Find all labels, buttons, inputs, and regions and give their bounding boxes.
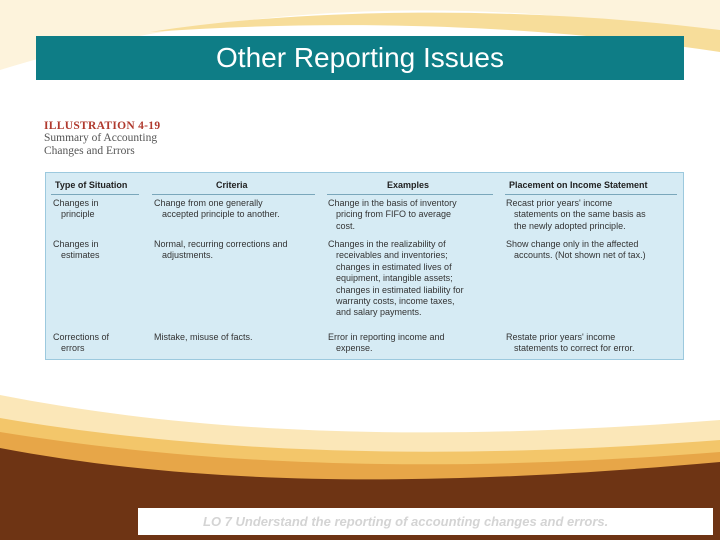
cell-line: changes in estimated liability for <box>336 284 464 295</box>
table-cell-criteria <box>154 332 314 343</box>
cell-line: Corrections of <box>53 332 110 342</box>
table-cell-criteria <box>154 198 314 221</box>
cell-line: Restate prior years' income <box>506 332 616 342</box>
cell-line: and salary payments. <box>336 307 422 318</box>
cell-line: Changes in <box>53 198 99 208</box>
cell-line: changes in estimated lives of <box>336 261 452 272</box>
illustration-title <box>44 132 184 158</box>
cell-line: pricing from FIFO to average <box>336 209 452 220</box>
table-cell-examples <box>328 239 493 319</box>
table-cell-examples <box>328 198 493 232</box>
cell-line: errors <box>61 343 85 354</box>
cell-line: the newly adopted principle. <box>514 220 626 231</box>
illustration-caption <box>44 120 204 158</box>
header-rule <box>505 194 677 195</box>
table-cell-placement <box>506 239 681 262</box>
cell-line: Mistake, misuse of facts. <box>154 332 253 342</box>
cell-line: Changes in the realizability of <box>328 239 446 249</box>
cell-line: receivables and inventories; <box>336 250 448 261</box>
cell-line: Show change only in the affected <box>506 239 639 249</box>
cell-line: expense. <box>336 343 373 354</box>
illustration-number: ILLUSTRATION 4-19 <box>44 120 161 132</box>
cell-line: accounts. (Not shown net of tax.) <box>514 250 646 261</box>
slide-title-bar <box>36 36 684 80</box>
table-cell-placement <box>506 198 681 232</box>
header-rule <box>152 194 315 195</box>
cell-line: estimates <box>61 250 100 261</box>
table-cell-placement <box>506 332 681 355</box>
cell-line: warranty costs, income taxes, <box>336 296 455 307</box>
cell-line: Change from one generally <box>154 198 263 208</box>
illustration-title-line: Changes and Errors <box>44 145 135 157</box>
header-examples: Examples <box>387 180 430 190</box>
header-type-of-situation: Type of Situation <box>55 180 128 190</box>
summary-table <box>45 172 684 360</box>
cell-line: principle <box>61 209 95 220</box>
illustration-title-line: Summary of Accounting <box>44 132 158 144</box>
header-rule <box>51 194 139 195</box>
cell-line: Error in reporting income and <box>328 332 445 342</box>
cell-line: statements on the same basis as <box>514 209 646 220</box>
cell-line: equipment, intangible assets; <box>336 273 453 284</box>
cell-line: Change in the basis of inventory <box>328 198 457 208</box>
cell-line: Recast prior years' income <box>506 198 613 208</box>
learning-objective-footer: LO 7 Understand the reporting of accounting changes and errors. <box>203 514 609 529</box>
cell-line: Normal, recurring corrections and <box>154 239 288 249</box>
cell-line: Changes in <box>53 239 99 249</box>
header-criteria: Criteria <box>216 180 248 190</box>
header-placement: Placement on Income Statement <box>509 180 648 190</box>
table-cell-criteria <box>154 239 314 262</box>
table-cell-situation <box>53 332 141 355</box>
cell-line: accepted principle to another. <box>162 209 280 220</box>
table-cell-examples <box>328 332 493 355</box>
cell-line: cost. <box>336 220 356 231</box>
slide-title: Other Reporting Issues <box>216 42 504 73</box>
header-rule <box>327 194 493 195</box>
table-cell-situation <box>53 239 141 262</box>
cell-line: statements to correct for error. <box>514 343 635 354</box>
table-cell-situation <box>53 198 141 221</box>
cell-line: adjustments. <box>162 250 214 261</box>
